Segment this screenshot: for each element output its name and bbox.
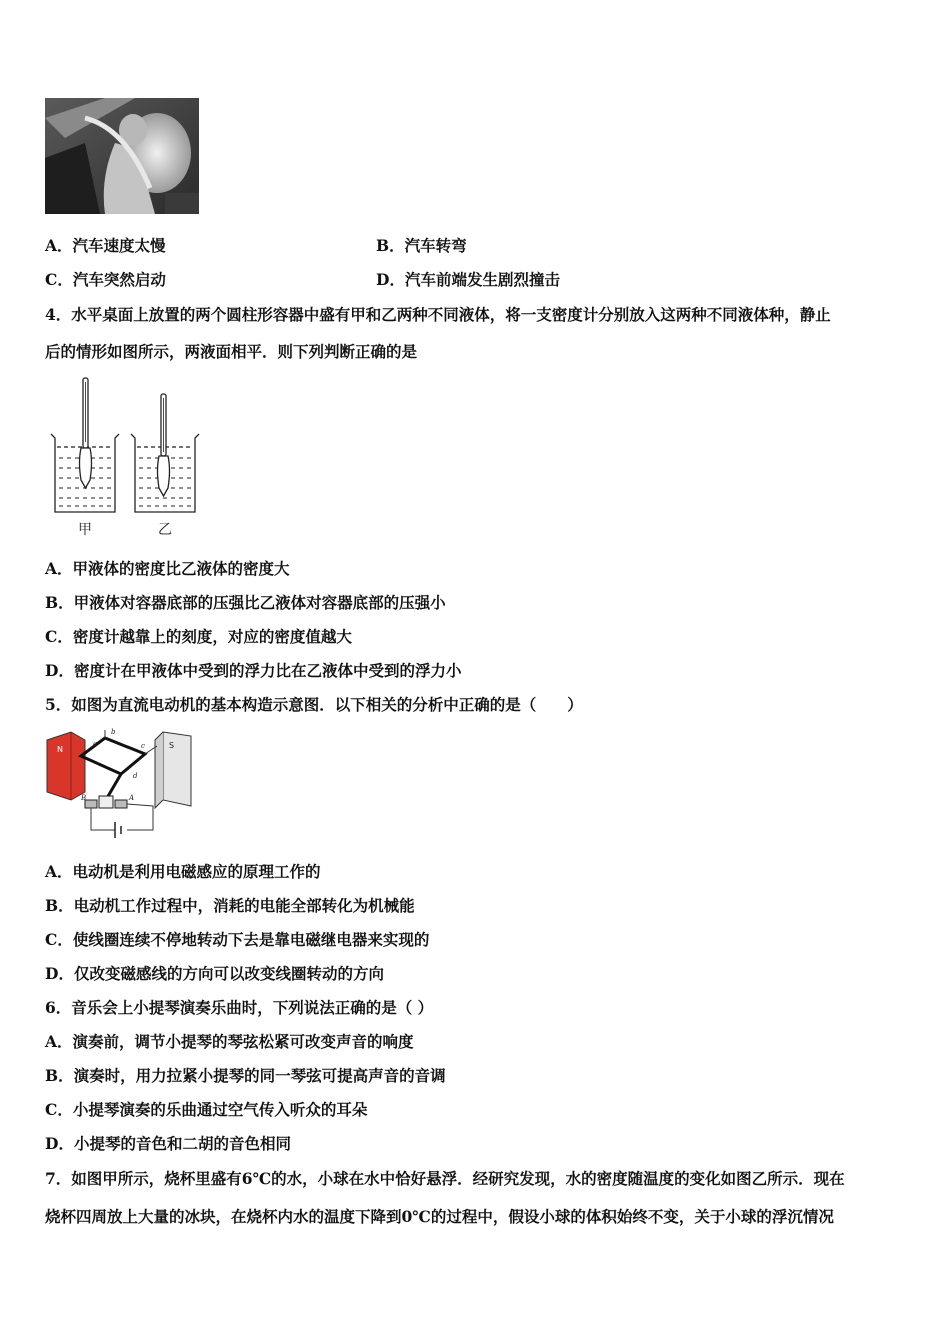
q4-option-d: D．密度计在甲液体中受到的浮力比在乙液体中受到的浮力小 [45,661,462,680]
q4-stem-line2: 后的情形如图所示，两液面相平．则下列判断正确的是 [45,342,418,361]
q3-option-b: B．汽车转弯 [376,236,467,255]
q6-option-d: D．小提琴的音色和二胡的音色相同 [45,1134,291,1153]
letter-d: d [133,772,138,780]
letter-s: S [169,741,175,750]
q5-stem: 5．如图为直流电动机的基本构造示意图．以下相关的分析中正确的是（ ） [45,695,583,714]
letter-a-upper: A [129,794,135,802]
q6-option-b: B．演奏时，用力拉紧小提琴的同一琴弦可提高声音的音调 [45,1066,446,1085]
letter-n: N [57,745,63,754]
q4-stem-line1: 4．水平桌面上放置的两个圆柱形容器中盛有甲和乙两种不同液体，将一支密度计分别放入这两种不同液体种，静止 [45,305,831,324]
q6-option-c: C．小提琴演奏的乐曲通过空气传入听众的耳朵 [45,1100,368,1119]
dc-motor-figure [45,726,195,842]
q3-option-a: A．汽车速度太慢 [45,236,166,255]
letter-b-upper: B [81,794,87,802]
q6-stem: 6．音乐会上小提琴演奏乐曲时，下列说法正确的是（ ） [45,998,434,1017]
letter-a: a [93,740,98,748]
q3-option-d: D．汽车前端发生剧烈撞击 [376,270,560,289]
crash-photo [45,98,199,214]
label-yi: 乙 [158,522,172,538]
q3-option-c: C．汽车突然启动 [45,270,166,289]
q7-stem-line2: 烧杯四周放上大量的冰块，在烧杯内水的温度下降到0℃的过程中，假设小球的体积始终不变，关于小球的浮沉情况 [45,1207,834,1226]
q4-option-b: B．甲液体对容器底部的压强比乙液体对容器底部的压强小 [45,593,446,612]
q5-option-d: D．仅改变磁感线的方向可以改变线圈转动的方向 [45,964,384,983]
q6-option-a: A．演奏前，调节小提琴的琴弦松紧可改变声音的响度 [45,1032,414,1051]
q7-stem-line1: 7．如图甲所示，烧杯里盛有6℃的水，小球在水中恰好悬浮．经研究发现，水的密度随温度的变化如图乙所示．现在 [45,1169,845,1188]
q5-option-a: A．电动机是利用电磁感应的原理工作的 [45,862,321,881]
q5-option-b: B．电动机工作过程中，消耗的电能全部转化为机械能 [45,896,415,915]
q5-option-c: C．使线圈连续不停地转动下去是靠电磁继电器来实现的 [45,930,430,949]
beaker-jia [51,378,119,512]
letter-c: c [141,742,145,750]
label-jia: 甲 [78,522,92,538]
q4-option-c: C．密度计越靠上的刻度，对应的密度值越大 [45,627,352,646]
hydrometer-beakers-figure [45,372,205,542]
beaker-yi [131,394,199,512]
letter-b: b [111,728,116,736]
q4-option-a: A．甲液体的密度比乙液体的密度大 [45,559,290,578]
